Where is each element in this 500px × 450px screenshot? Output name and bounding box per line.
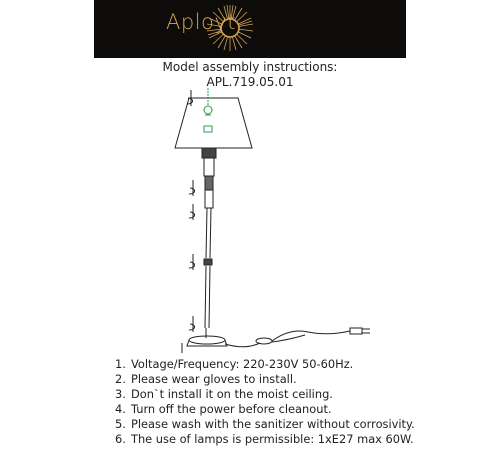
rotate-arrow-icon [189, 254, 195, 270]
page-title: Model assembly instructions: [162, 60, 338, 74]
model-number: APL.719.05.01 [206, 75, 294, 89]
instruction-item: 6. The use of lamps is permissible: 1xE27 max 60W. [115, 432, 414, 446]
bulb-icon [204, 88, 212, 132]
lamp-shade [175, 98, 252, 148]
instruction-item: 4. Turn off the power before cleanout. [115, 402, 332, 416]
instruction-item: 1. Voltage/Frequency: 220-230V 50-60Hz. [115, 357, 354, 371]
brand-name: Aployt [166, 10, 237, 34]
rotate-arrow-icon [189, 204, 195, 220]
rotate-arrow-icon [189, 180, 195, 196]
brand-banner [94, 0, 406, 58]
lamp-assembly-diagram [160, 88, 380, 356]
instruction-item: 5. Please wash with the sanitizer without corrosivity. [115, 417, 415, 431]
instruction-item: 3. Don`t install it on the moist ceiling. [115, 387, 333, 401]
lamp-socket [202, 148, 216, 208]
power-cord [225, 328, 370, 347]
rotate-arrow-icon [189, 316, 195, 332]
instructions-list [115, 357, 415, 447]
lamp-stem [204, 208, 212, 328]
instruction-item: 2. Please wear gloves to install. [115, 372, 297, 386]
lamp-base [182, 328, 227, 353]
